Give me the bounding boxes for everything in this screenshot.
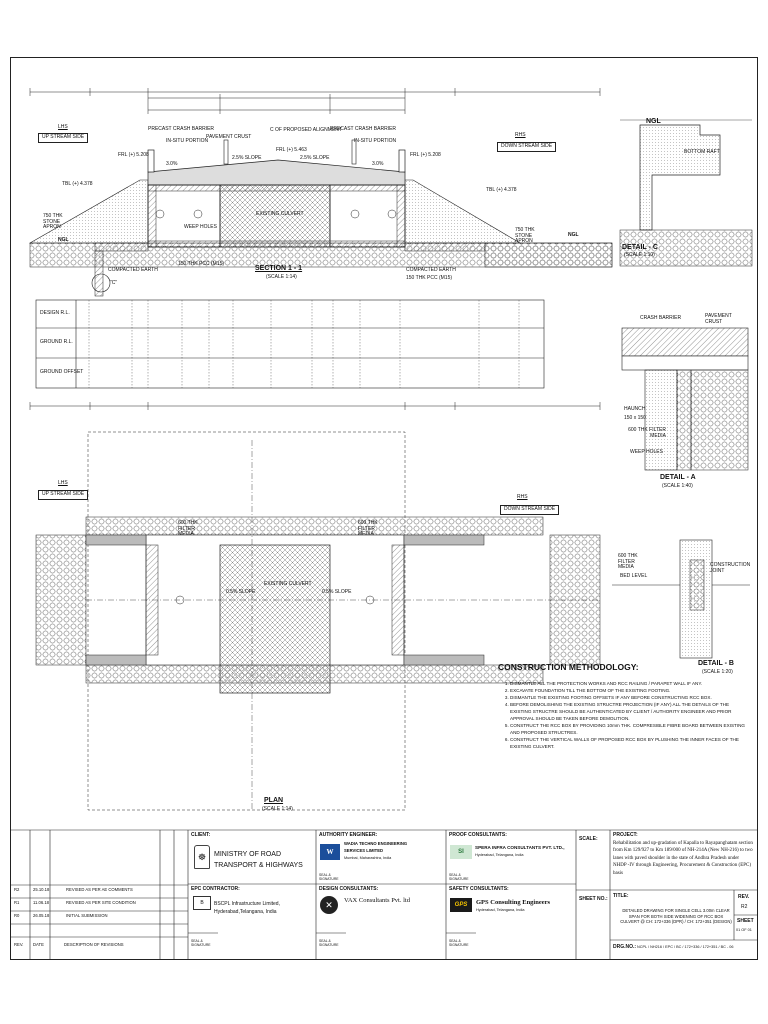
c-mark: "C"	[110, 280, 118, 286]
bscpl-logo-icon: B	[193, 896, 211, 910]
downstream-plan-label: DOWN STREAM SIDE	[500, 505, 559, 515]
proof-addr: Hyderabad, Telangana, India	[475, 853, 524, 857]
section-title: SECTION 1 - 1	[255, 265, 303, 272]
rev-r0-desc: INITIAL SUBMISSION	[66, 913, 108, 918]
pcc-left: 150 THK PCC (M15)	[178, 261, 225, 267]
design-name: VAX Consultants Pvt. ltd	[344, 897, 410, 904]
upstream-label: UP STREAM SIDE	[38, 133, 88, 143]
rev-r1: R1	[14, 900, 20, 905]
pct-left: 3.0%	[166, 161, 178, 167]
downstream-label: DOWN STREAM SIDE	[497, 142, 556, 152]
slope-left: 2.5% SLOPE	[232, 155, 262, 161]
sheet-label: SHEET	[737, 918, 754, 924]
safety-label: SAFETY CONSULTANTS:	[449, 886, 509, 892]
methodology-step: 1. DISMANTLE ALL THE PROTECTION WORKS AND RCC RAILING / PARAPET WALL IF ANY.	[510, 680, 748, 687]
frl-left: FRL (+) 5.208	[118, 152, 149, 158]
construction-joint-label: CONSTRUCTION JOINT	[710, 562, 751, 574]
safety-name: GPS Consulting Engineers	[476, 899, 551, 906]
methodology-steps	[498, 680, 748, 750]
compacted-right: COMPACTED EARTH	[406, 267, 456, 273]
methodology-step: 4. BEFORE DEMOLISHING THE EXISTING STRUCTRE PROJECTION (IF ANY) ALL THE DETAILS OF THE EXISTING STRUCTRE SHOULD BE AUTHENTICATED BY CLIENT / AUTHORITY ENGINEER AND PRIOR APPROVAL SHOULD BE TAKEN BEFORE DEMOLITION.	[510, 701, 748, 722]
pcc-right: 150 THK PCC (M15)	[406, 275, 453, 281]
weep-holes-label: WEEP HOLES	[184, 224, 217, 230]
rev-r2-desc: REVISED AS PER AE COMMENTS	[66, 887, 133, 892]
rev-header-rev: REV.	[14, 942, 24, 947]
client-label: CLIENT:	[191, 832, 211, 838]
filter-media-right: 600 THK FILTER MEDIA	[358, 520, 378, 537]
detail-c-ngl: NGL	[646, 118, 661, 125]
methodology-step: 5. CONSTRUCT THE RCC BOX BY PROVIDING 10mm THK. COMPRESIBLE FIBRE BOARD BETWEEN EXISTING AND PROPOSED STRUCTRES.	[510, 722, 748, 736]
rhs-label: RHS	[515, 132, 526, 138]
rev-r2: R2	[14, 887, 20, 892]
title-label: TITLE:	[613, 893, 629, 899]
detail-a-scale: (SCALE 1:40)	[662, 483, 693, 489]
rev-r0: R0	[14, 913, 20, 918]
plan-scale: (SCALE 1:14)	[262, 806, 293, 812]
pavement-crust-a: PAVEMENT CRUST	[705, 313, 732, 325]
safety-addr: Hyderabad, Telangana, India	[476, 908, 525, 912]
precast-barrier-left: PRECAST CRASH BARRIER	[148, 126, 215, 132]
section-scale: (SCALE 1:14)	[266, 274, 297, 280]
lhs-plan-label: LHS	[58, 480, 68, 486]
epc-name: BSCPL Infrastructure Limited,	[214, 901, 280, 907]
project-label: PROJECT:	[613, 832, 638, 838]
methodology-step: 6. CONSTRUCT THE VERTICAL WALLS OF PROPOSED RCC BOX BY PLUSHING THE INNER FACES OF THE EXISTING CULVERT.	[510, 736, 748, 750]
detail-a-title: DETAIL - A	[660, 474, 696, 481]
insitu-left: IN-SITU PORTION	[166, 138, 209, 144]
detail-c-title: DETAIL - C	[622, 244, 658, 251]
seal-epc: SEAL & SIGNATURE	[191, 939, 211, 947]
methodology-step: 3. DISMANTLE THE EXISTING FOOTING OFFSETS IF ANY BEFORE CONSTRUCTING RCC BOX.	[510, 694, 748, 701]
haunch-label: HAUNCH	[624, 406, 646, 412]
dwg-value: NCPL / NH216 / EPC / BC / 172+336 / 172+351 / BC - 06	[637, 945, 734, 949]
detail-c-scale: (SCALE 1:10)	[624, 252, 655, 258]
crash-barrier-label: CRASH BARRIER	[640, 315, 682, 321]
emblem-icon: ☸	[194, 845, 210, 869]
title-text: DETAILED DRAWING FOR SINGLE CELL 3.00m CLEAR SPAN FOR BOTH SIDE WIDENING OF RCC BOX CULVERT @ CH: 172+336 (DPR) / CH: 172+351 (DESIGN)	[620, 908, 732, 925]
existing-culvert-label: EXISTING CULVERT	[256, 211, 304, 217]
seal-authority: SEAL & SIGNATURE	[319, 873, 339, 881]
precast-barrier-right: PRECAST CRASH BARRIER	[330, 126, 397, 132]
authority-name2: SERVICES LIMITED	[344, 848, 384, 853]
seal-safety: SEAL & SIGNATURE	[449, 939, 469, 947]
proof-name: SPERA INFRA CONSULTANTS PVT. LTD.,	[475, 845, 565, 850]
weep-holes-a: WEEP HOLES	[630, 449, 663, 455]
rev-r0-date: 26.05.18	[33, 913, 50, 918]
client-line2: TRANSPORT & HIGHWAYS	[214, 862, 303, 869]
tbl-right: TBL (+) 4.378	[486, 187, 517, 193]
ngl-right: NGL	[568, 232, 579, 238]
stone-apron-right: 750 THK STONE APRON	[515, 227, 535, 244]
design-label: DESIGN CONSULTANTS:	[319, 886, 379, 892]
vax-logo-icon: ✕	[320, 896, 338, 914]
ground-offset-label: GROUND OFFSET	[40, 369, 84, 375]
filter-media-a: 600 THK FILTER MEDIA	[628, 427, 666, 439]
detail-b-title: DETAIL - B	[698, 660, 734, 667]
rhs-plan-label: RHS	[517, 494, 528, 500]
rev-r2-date: 25.10.18	[33, 887, 50, 892]
methodology-title: CONSTRUCTION METHODOLOGY:	[498, 662, 639, 672]
plan-slope-left: 0.5% SLOPE	[226, 589, 256, 595]
rev-header-date: DATE	[33, 942, 44, 947]
seal-proof: SEAL & SIGNATURE	[449, 873, 469, 881]
authority-name1: WADIA TECHNO ENGINEERING	[344, 841, 408, 846]
epc-addr: Hyderabad,Telangana, India	[214, 909, 277, 915]
dwg-label: DRG.NO.:	[613, 944, 637, 950]
authority-label: AUTHORITY ENGINEER:	[319, 832, 378, 838]
filter-media-left: 600 THK FILTER MEDIA	[178, 520, 198, 537]
ngl-left: NGL	[58, 237, 69, 243]
methodology-step: 2. EXCAVATE FOUNDATION TILL THE BOTTOM OF THE EXISTING FOOTING.	[510, 687, 748, 694]
sheet-value: 01 OF 01	[736, 928, 752, 932]
client-line1: MINISTRY OF ROAD	[214, 851, 282, 858]
existing-culvert-plan-label: EXISTING CULVERT	[264, 581, 312, 587]
ground-rl-label: GROUND R.L.	[40, 339, 73, 345]
epc-label: EPC CONTRACTOR:	[191, 886, 240, 892]
plan-slope-right: 0.5% SLOPE	[322, 589, 352, 595]
slope-right: 2.5% SLOPE	[300, 155, 330, 161]
lhs-label: LHS	[58, 124, 68, 130]
bed-level-label: BED LEVEL	[620, 573, 648, 579]
rev-header-desc: DESCRIPTION OF REVISIONS	[64, 942, 124, 947]
plan-drawing	[36, 432, 600, 810]
pavement-crust-label: PAVEMENT CRUST	[206, 134, 252, 140]
gps-logo-icon: GPS	[450, 898, 472, 912]
seal-design: SEAL & SIGNATURE	[319, 939, 339, 947]
stone-apron-left: 750 THK STONE APRON	[43, 213, 63, 230]
levels-table-grid	[36, 300, 544, 388]
project-text: Rehabilitation and up-gradation of Kapalla to Rayapanghatam section from Km 129/927 to Km 189/000 of NH-214A (New NH-216) to two lanes with paved shoulder in the state of Andhra Pradesh under NHDP -IV through Engineering, Procurement & Construction (EPC) basis	[613, 841, 753, 876]
insitu-right: IN-SITU PORTION	[354, 138, 397, 144]
tbl-left: TBL (+) 4.378	[62, 181, 93, 187]
wtes-logo-icon: W	[320, 844, 340, 860]
construction-methodology	[498, 662, 748, 750]
compacted-left: COMPACTED EARTH	[108, 267, 158, 273]
design-rl-label: DESIGN R.L.	[40, 310, 70, 316]
rev-value: R2	[741, 904, 748, 910]
pct-right: 3.0%	[372, 161, 384, 167]
plan-title: PLAN	[264, 797, 284, 804]
proof-label: PROOF CONSULTANTS:	[449, 832, 507, 838]
sheet-no-label: SHEET NO.:	[579, 896, 608, 902]
detail-b-scale: (SCALE 1:20)	[702, 669, 733, 675]
rev-r1-date: 11.06.18	[33, 900, 49, 905]
spera-logo-icon: SI	[450, 845, 472, 859]
scale-label: SCALE:	[579, 836, 598, 842]
frl-mid: FRL (+) 5.463	[276, 147, 307, 153]
proposed-alignment-label: C OF PROPOSED ALIGNMENT	[270, 127, 342, 133]
frl-right: FRL (+) 5.208	[410, 152, 441, 158]
bottom-raft-label: BOTTOM RAFT	[684, 149, 720, 155]
filter-media-b: 600 THK FILTER MEDIA	[618, 553, 638, 570]
haunch-size: 150 x 150	[624, 415, 646, 421]
upstream-plan-label: UP STREAM SIDE	[38, 490, 88, 500]
rev-r1-desc: REVISED AS PER SITE CONDITION	[66, 900, 136, 905]
authority-addr: Mumbai, Maharashtra, India	[344, 856, 392, 860]
rev-label: REV.	[738, 894, 750, 900]
